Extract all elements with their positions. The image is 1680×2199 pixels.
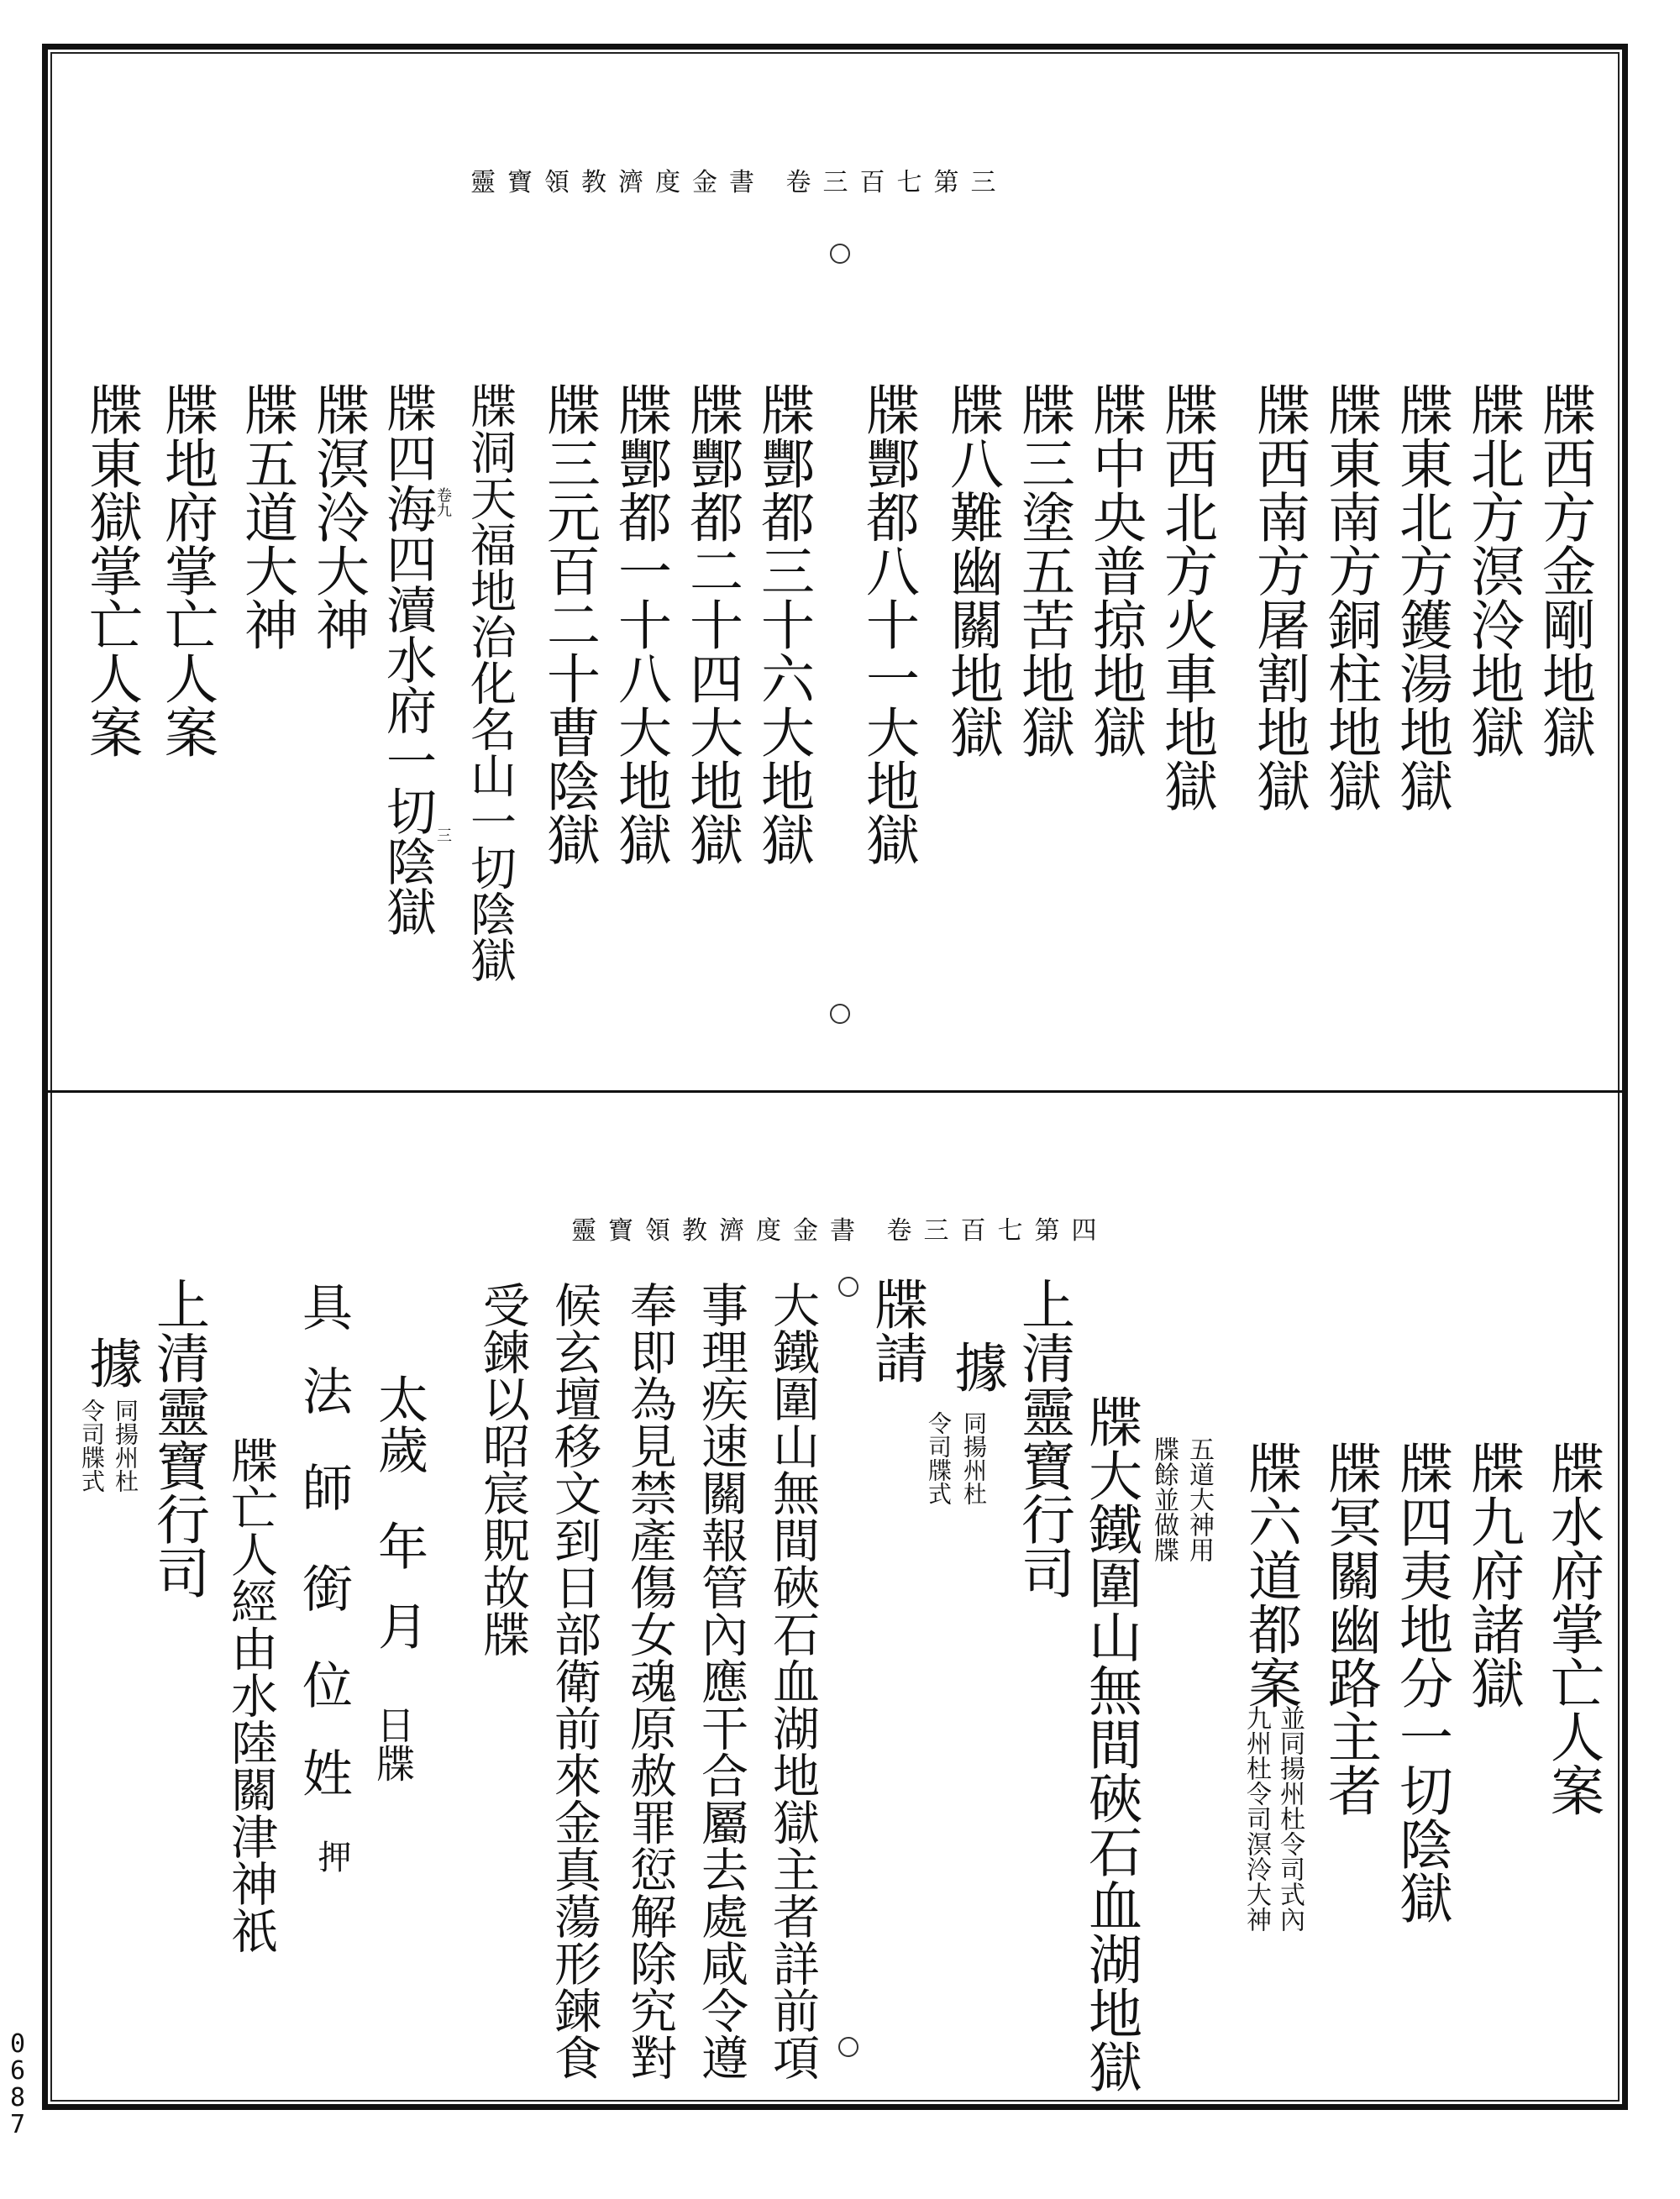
text-column: 牒大鐵圍山無間硤石血湖地獄 [1079,1394,1142,2093]
annotation-note: 令司牒式 [925,1411,953,1505]
page-divider [48,1090,1622,1093]
annotation-note: 五道大神用 [1184,1436,1214,1562]
text-column: 位 [294,1659,353,1709]
top-page-header: 靈寶領教濟度金書 卷三百七第三 [470,168,1008,197]
text-column: 牒四夷地分一切陰獄 [1390,1441,1452,1924]
text-column: 牒地府掌亡人案 [155,382,218,758]
text-column: 牒西南方屠割地獄 [1247,382,1310,812]
text-column: 牒中央普掠地獄 [1084,382,1146,758]
text-column: 牒溟泠大神 [307,382,369,651]
text-column: 牒北方溟泠地獄 [1462,382,1524,758]
text-column: 牒五道大神 [235,382,297,651]
bottom-page-header: 靈寶領教濟度金書 卷三百七第四 [571,1216,1109,1246]
annotation-note: 九州杜令司溟泠大神 [1242,1705,1271,1932]
binding-circle-top-1 [830,244,850,264]
text-column: 牒三元百二十曹陰獄 [538,382,600,866]
text-column: 牒亡人經由水陸關津神祇 [223,1436,278,1954]
text-column: 上清靈寶行司 [1012,1277,1074,1599]
text-column: 據 [80,1336,142,1389]
text-column: 牒冥關幽路主者 [1319,1441,1381,1817]
text-column: 牒四海四瀆水府一切陰獄 [378,382,437,937]
text-column: 牒東北方鑊湯地獄 [1390,382,1452,812]
text-column: 上清靈寶行司 [147,1277,209,1599]
text-column: 牒酆都八十一大地獄 [857,382,919,866]
text-column: 牒請 [865,1277,927,1384]
text-column: 牒三塗五苦地獄 [1012,382,1074,758]
text-column: 奉即為見禁產傷女魂原赦罪愆解除究對 [622,1281,677,2081]
text-column: 姓 [294,1747,353,1798]
annotation-note: 同揚州杜 [960,1411,988,1505]
text-column: 月 [370,1600,428,1651]
margin-note: 三 [434,827,452,842]
text-column: 具 [294,1281,353,1331]
binding-circle-bottom-2 [838,2037,858,2057]
text-column: 牒水府掌亡人案 [1541,1441,1604,1817]
text-column: 師 [294,1462,353,1512]
annotation-note: 並同揚州杜令司式內 [1275,1705,1305,1932]
text-column: 牒六道都案 [1239,1441,1301,1709]
margin-note: 卷九 [434,487,452,517]
text-column: 押 [312,1839,351,1873]
text-column: 日牒 [370,1705,416,1782]
text-column: 牒酆都一十八大地獄 [609,382,671,866]
text-column: 據 [945,1340,1007,1393]
binding-circle-top-2 [830,1004,850,1024]
text-column: 年 [370,1520,428,1571]
text-column: 牒東南方銅柱地獄 [1319,382,1381,812]
inner-frame [50,52,1620,2102]
text-column: 牒西北方火車地獄 [1155,382,1217,812]
annotation-note: 牒餘並做牒 [1149,1436,1179,1562]
text-column: 候玄壇移文到日部衛前來金真蕩形鍊食 [547,1281,601,2081]
page-number: 0 6 8 7 [9,2029,26,2139]
text-column: 牒酆都二十四大地獄 [680,382,743,866]
binding-circle-bottom-1 [838,1277,858,1297]
text-column: 大鐵圍山無間硤石血湖地獄主者詳前項 [765,1281,820,2081]
text-column: 牒九府諸獄 [1462,1441,1524,1709]
text-column: 事理疾速關報管內應干合屬去處咸令遵 [694,1281,748,2081]
text-column: 牒西方金剛地獄 [1533,382,1595,758]
text-column: 銜 [294,1562,353,1613]
text-column: 牒東獄掌亡人案 [80,382,142,758]
text-column: 牒八難幽關地獄 [941,382,1003,758]
annotation-note: 同揚州杜 [112,1399,139,1493]
text-column: 太歲 [370,1373,428,1474]
annotation-note: 令司牒式 [78,1399,106,1493]
text-column: 牒洞天福地治化名山一切陰獄 [463,382,517,983]
text-column: 牒酆都三十六大地獄 [752,382,814,866]
text-column: 受鍊以昭宸貺故牒 [475,1281,530,1657]
text-column: 法 [294,1365,353,1415]
